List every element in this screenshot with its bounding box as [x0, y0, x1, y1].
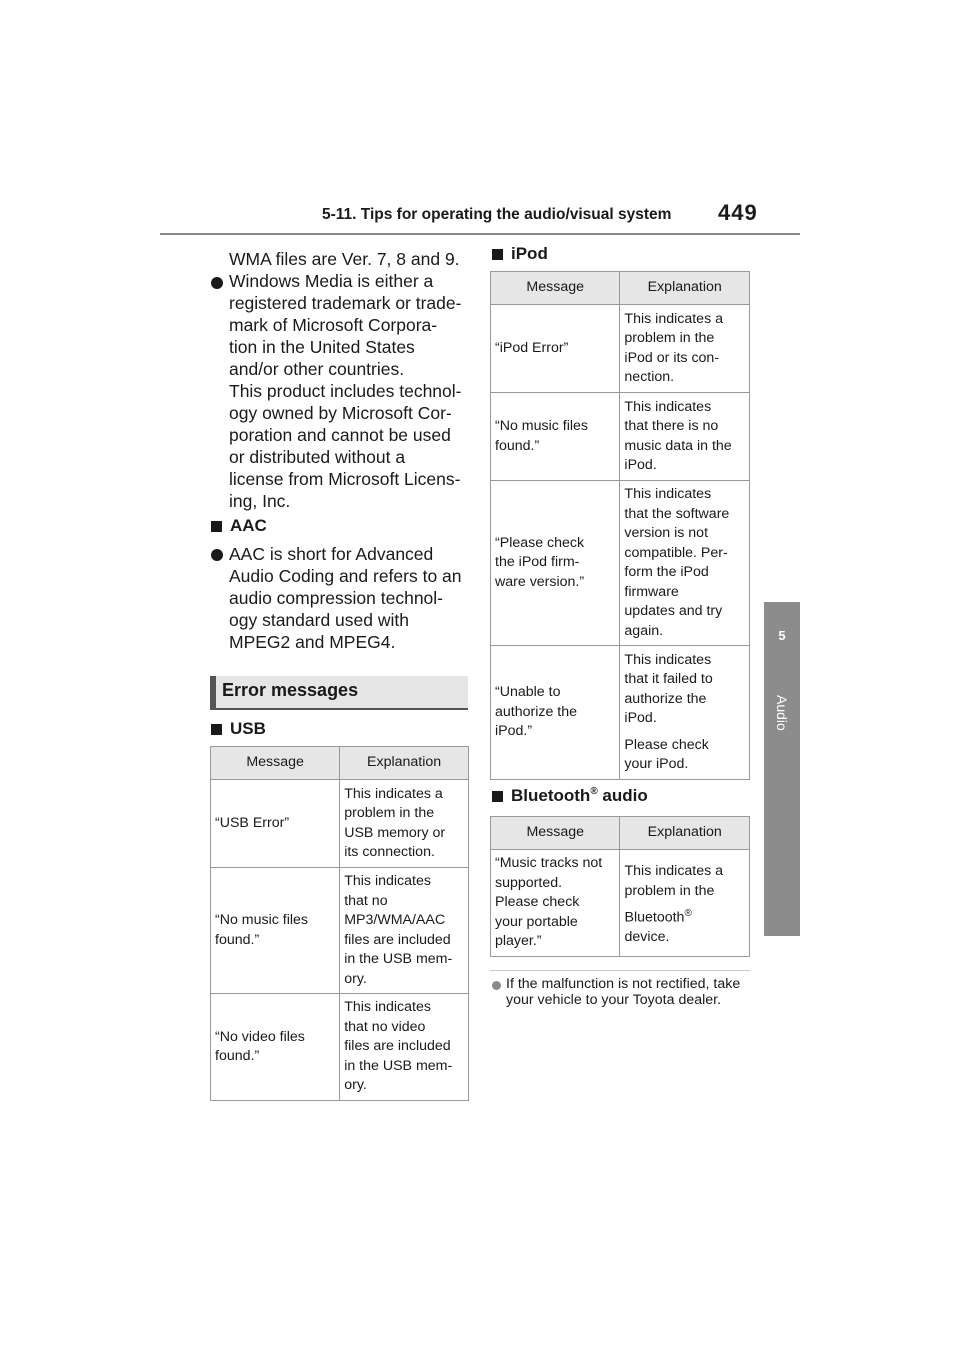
- square-bullet-icon: [211, 724, 222, 735]
- bullet-icon: [211, 277, 223, 289]
- table-row: “USB Error” This indicates a problem in the USB memory or its connection.: [211, 780, 469, 868]
- page-number: 449: [718, 200, 758, 225]
- table-row: “iPod Error” This indicates a problem in the iPod or its con- nection.: [491, 305, 750, 393]
- table-row: “No music files found.” This indicates that no MP3/WMA/AAC files are included in the USB mem- ory.: [211, 868, 469, 994]
- column-header: Message: [491, 817, 620, 850]
- table-row: “No music files found.” This indicates that there is no music data in the iPod.: [491, 393, 750, 481]
- aac-heading: AAC: [211, 516, 267, 536]
- square-bullet-icon: [211, 521, 222, 532]
- column-header: Explanation: [340, 747, 469, 780]
- column-header: Explanation: [620, 272, 750, 305]
- table-row: “Unable to authorize the iPod.” This indicates that it failed to authorize the iPod. Please check your iPod.: [491, 646, 750, 780]
- bluetooth-audio-heading: Bluetooth ® audio: [492, 786, 648, 806]
- ipod-error-table: [490, 271, 750, 780]
- square-bullet-icon: [492, 791, 503, 802]
- note-bullet-icon: [492, 981, 501, 990]
- wma-version-text: WMA files are Ver. 7, 8 and 9.: [229, 249, 460, 269]
- bullet-icon: [211, 549, 223, 561]
- error-messages-title: Error messages: [222, 680, 359, 700]
- section-title: 5-11. Tips for operating the audio/visual system: [322, 206, 672, 223]
- table-row: “No video files found.” This indicates that no video files are included in the USB mem- ory.: [211, 994, 469, 1101]
- column-header: Message: [491, 272, 620, 305]
- chapter-number: 5: [778, 628, 786, 643]
- column-header: Explanation: [620, 817, 750, 850]
- chapter-tab: [764, 602, 800, 936]
- column-header: Message: [211, 747, 340, 780]
- header-rule: [160, 233, 800, 235]
- usb-error-table: [210, 746, 469, 1101]
- aac-paragraph: AAC is short for Advanced Audio Coding and refers to an audio compression technol- ogy standard used with MPEG2 and MPEG4.: [229, 544, 462, 652]
- chapter-label: Audio: [774, 695, 790, 731]
- table-row: “Please check the iPod firm- ware version.” This indicates that the software version is not compatible. Per- form the iPod firmware updates and try again.: [491, 481, 750, 646]
- table-row: “Music tracks not supported. Please check your portable player.” This indicates a problem in the Bluetooth® device.: [491, 850, 750, 957]
- windows-media-paragraph: Windows Media is either a registered trademark or trade- mark of Microsoft Corpora- tion in the United States and/or other countries. This product includes technol- ogy owned by Microsoft Cor- poration and cannot be used or distributed without a license from Microsoft Licens- ing, Inc.: [229, 271, 462, 511]
- ipod-heading: iPod: [492, 244, 548, 264]
- malfunction-note: If the malfunction is not rectified, take your vehicle to your Toyota dealer.: [506, 976, 741, 1009]
- note-divider: [490, 970, 750, 971]
- usb-heading: USB: [211, 719, 266, 739]
- square-bullet-icon: [492, 249, 503, 260]
- bluetooth-error-table: [490, 816, 750, 957]
